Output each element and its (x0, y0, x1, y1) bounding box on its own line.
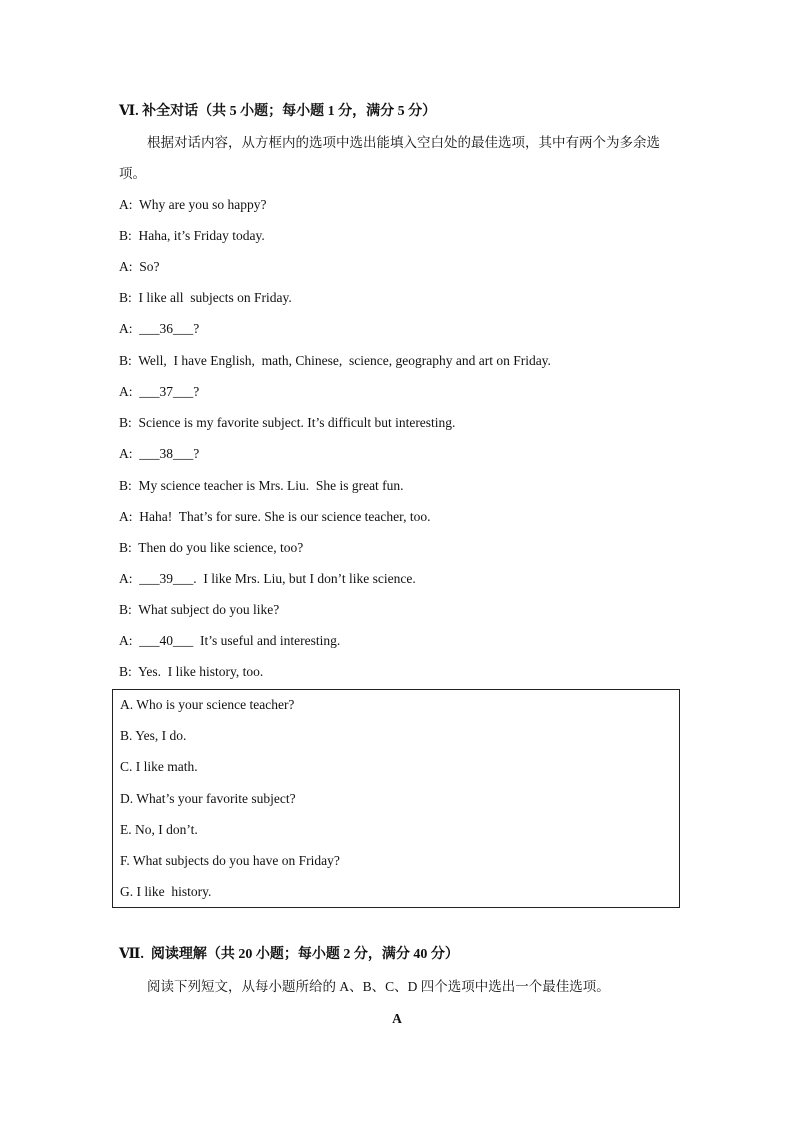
option-a: A. Who is your science teacher? (120, 697, 295, 712)
option-g: G. I like history. (120, 884, 212, 899)
option-b: B. Yes, I do. (120, 728, 187, 743)
section-6-instruction-cont: 项。 (119, 166, 146, 181)
dialogue-line: B: Then do you like science, too? (119, 540, 304, 555)
section-6-heading: Ⅵ. 补全对话（共 5 小题；每小题 1 分，满分 5 分） (119, 104, 437, 119)
dialogue-line: B: Science is my favorite subject. It’s difficult but interesting. (119, 415, 456, 430)
dialogue-line: B: My science teacher is Mrs. Liu. She is great fun. (119, 478, 404, 493)
dialogue-line: B: I like all subjects on Friday. (119, 290, 292, 305)
dialogue-line: A: Haha! That’s for sure. She is our science teacher, too. (119, 509, 431, 524)
dialogue-line: B: Haha, it’s Friday today. (119, 228, 265, 243)
option-e: E. No, I don’t. (120, 822, 198, 837)
dialogue-line: B: Well, I have English, math, Chinese, science, geography and art on Friday. (119, 353, 551, 368)
option-d: D. What’s your favorite subject? (120, 791, 296, 806)
dialogue-blank-39: A: ___39___. I like Mrs. Liu, but I don’t like science. (119, 571, 416, 586)
options-box (112, 689, 680, 908)
dialogue-line: A: So? (119, 259, 160, 274)
dialogue-blank-36: A: ___36___? (119, 321, 200, 336)
dialogue-line: A: Why are you so happy? (119, 197, 267, 212)
section-6-instruction: 根据对话内容，从方框内的选项中选出能填入空白处的最佳选项，其中有两个为多余选 (147, 135, 660, 150)
passage-label: A (392, 1011, 402, 1026)
dialogue-blank-40: A: ___40___ It’s useful and interesting. (119, 633, 341, 648)
option-c: C. I like math. (120, 759, 198, 774)
dialogue-line: B: Yes. I like history, too. (119, 664, 264, 679)
option-f: F. What subjects do you have on Friday? (120, 853, 340, 868)
dialogue-blank-38: A: ___38___? (119, 446, 200, 461)
dialogue-line: B: What subject do you like? (119, 602, 280, 617)
dialogue-blank-37: A: ___37___? (119, 384, 200, 399)
section-7-instruction: 阅读下列短文，从每小题所给的 A、B、C、D 四个选项中选出一个最佳选项。 (147, 979, 610, 994)
section-7-heading: Ⅶ. 阅读理解（共 20 小题；每小题 2 分，满分 40 分） (119, 947, 459, 962)
